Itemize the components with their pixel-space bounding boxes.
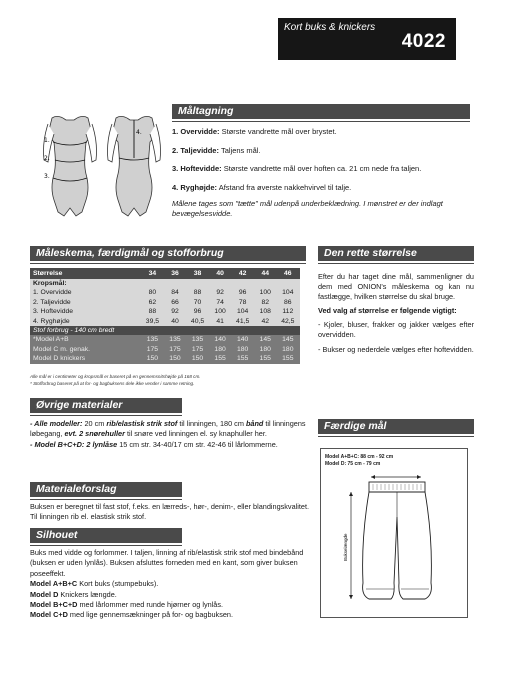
table-cell: 104 xyxy=(231,307,255,316)
table-cell: 82 xyxy=(255,298,276,307)
pants-illustration xyxy=(321,449,467,617)
table-cell: 80 xyxy=(140,288,164,297)
table-cell: 40,5 xyxy=(185,317,209,326)
table-cell: 145 xyxy=(276,335,300,344)
size-column-header: Størrelse xyxy=(30,268,140,279)
table-cell: 112 xyxy=(276,307,300,316)
model-term: Model D xyxy=(30,589,59,599)
table-cell: 135 xyxy=(165,335,186,344)
pattern-header xyxy=(278,18,456,60)
material-suggestion-text: Buksen er beregnet til fast stof, f.eks. en lærreds-, hør-, denim-, eller blandingskvalitet. Til linningen rib el. elastisk strik stof. xyxy=(30,502,310,522)
figure-label-2: 2. xyxy=(44,155,50,162)
other-materials-line xyxy=(30,440,312,450)
table-cell: 180 xyxy=(255,345,276,354)
row-label: 4. Ryghøjde xyxy=(30,317,140,326)
measurement-note: Målene tages som "tætte" mål udenpå underbeklædning. I mønstret er der indlagt bevægelsesvidde. xyxy=(172,199,443,218)
size-chart-heading: Måleskema, færdigmål og stofforbrug xyxy=(30,246,306,261)
text-run: 2 lynlåse xyxy=(84,439,118,449)
table-cell: 41 xyxy=(210,317,231,326)
table-cell: 100 xyxy=(210,307,231,316)
text-run: 15 cm str. 34-40/17 cm str. 42-46 til lårlommerne. xyxy=(117,439,278,449)
row-label: 3. Hoftevidde xyxy=(30,307,140,316)
pants-length-label: Bukselængde xyxy=(343,533,348,561)
table-cell: 140 xyxy=(231,335,255,344)
text-run: rib/elastisk strik stof xyxy=(106,419,178,428)
text-run: til snøre ved linningen el. sy knaphuller her. xyxy=(124,429,267,439)
model-text: Knickers længde. xyxy=(58,589,117,599)
silhouet-model xyxy=(30,600,312,610)
table-cell: 104 xyxy=(276,288,300,297)
figure-label-1: 1. xyxy=(44,137,50,144)
table-cell: 70 xyxy=(185,298,209,307)
model-term: Model C+D xyxy=(30,610,68,620)
measurement-figure xyxy=(36,112,164,222)
text-run: - Alle modeller: xyxy=(30,419,83,428)
silhouet-text xyxy=(30,548,312,621)
table-cell: 74 xyxy=(210,298,231,307)
table-cell: 96 xyxy=(231,288,255,297)
table-cell: 41,5 xyxy=(231,317,255,326)
table-cell: 92 xyxy=(165,307,186,316)
row-label: *Model A+B xyxy=(30,335,140,344)
silhouet-paragraph: Buks med vidde og forlommer. I taljen, linning af rib/elastisk strik stof med bindebånd (buksen er uden lynlås). Buksen afsluttes forneden med en kant, som giver buksen poseeffekt. xyxy=(30,548,304,578)
table-cell: 84 xyxy=(165,288,186,297)
table-cell: 96 xyxy=(185,307,209,316)
table-cell: 155 xyxy=(231,354,255,363)
table-cell: 66 xyxy=(165,298,186,307)
table-cell: 155 xyxy=(276,354,300,363)
table-header-row xyxy=(30,268,300,279)
right-size-heading: Den rette størrelse xyxy=(318,246,474,261)
table-cell: 42,5 xyxy=(276,317,300,326)
row-label: 1. Overvidde xyxy=(30,288,140,297)
text-run: til linningens løbegang, xyxy=(30,419,306,439)
table-cell: 40 xyxy=(165,317,186,326)
size-header-cell: 46 xyxy=(276,268,300,279)
right-size-bullet: - Kjoler, bluser, frakker og jakker vælges efter overvidden. xyxy=(318,320,474,340)
right-size-bold: Ved valg af størrelse er følgende vigtigt: xyxy=(318,306,457,316)
silhouet-model xyxy=(30,610,312,620)
text-run: - Model B+C+D: xyxy=(30,439,85,449)
table-cell: 88 xyxy=(140,307,164,316)
model-text: med lårlommer med runde hjørner og lynlås. xyxy=(77,600,224,610)
measurement-item: 1. Overvidde: Største vandrette mål over brystet. xyxy=(172,127,337,136)
table-note: * Stofforbrug baseret på at for- og bagbuksens dele ikke vender i samme retning. xyxy=(30,380,195,386)
pattern-title: Kort buks & knickers xyxy=(284,22,376,33)
measurement-item: 4. Ryghøjde: Afstand fra øverste nakkehvirvel til talje. xyxy=(172,182,352,192)
maaltagning-heading: Måltagning xyxy=(172,104,470,119)
table-cell: 135 xyxy=(185,335,209,344)
table-cell: 155 xyxy=(210,354,231,363)
table-cell: 100 xyxy=(255,288,276,297)
text-run: evt. 2 snørehuller xyxy=(64,429,125,439)
row-label: Model C m. genak. xyxy=(30,345,140,354)
size-header-cell: 36 xyxy=(165,268,186,279)
text-run: 20 cm xyxy=(82,419,107,428)
size-chart-table xyxy=(30,268,300,364)
row-label: Model D knickers xyxy=(30,354,140,363)
figure-label-4: 4. xyxy=(136,129,142,136)
model-term: Model A+B+C xyxy=(30,579,78,589)
table-note: Alle mål er i centimeter og kropsmål er baseret på en gennemsnitshøjde på 168 cm. xyxy=(30,374,201,379)
stof-header: Stof forbrug - 140 cm bredt xyxy=(30,326,300,335)
table-cell: 175 xyxy=(185,345,209,354)
table-row xyxy=(30,307,300,316)
stof-header-row xyxy=(30,326,300,335)
table-cell: 62 xyxy=(140,298,164,307)
table-row xyxy=(30,298,300,307)
finished-measurements-heading: Færdige mål xyxy=(318,419,474,434)
front-body-figure xyxy=(44,116,97,216)
silhouet-model xyxy=(30,590,312,600)
other-materials-line xyxy=(30,419,312,440)
size-header-cell: 42 xyxy=(231,268,255,279)
table-cell: 150 xyxy=(185,354,209,363)
table-notes xyxy=(30,374,310,387)
figure-label-3: 3. xyxy=(44,173,50,180)
table-cell: 145 xyxy=(255,335,276,344)
table-cell: 92 xyxy=(210,288,231,297)
size-header-cell: 34 xyxy=(140,268,164,279)
table-cell: 150 xyxy=(140,354,164,363)
other-materials-heading: Øvrige materialer xyxy=(30,398,182,413)
table-row xyxy=(30,345,300,354)
material-suggestion-heading: Materialeforslag xyxy=(30,482,182,497)
row-label: 2. Taljevidde xyxy=(30,298,140,307)
table-row xyxy=(30,279,300,288)
kropsmaal-label: Kropsmål: xyxy=(30,279,300,288)
model-text: Kort buks (stumpebuks). xyxy=(77,579,159,589)
finished-measurements-box xyxy=(320,448,468,618)
table-cell: 42 xyxy=(255,317,276,326)
table-cell: 86 xyxy=(276,298,300,307)
text-run: til linningen, 180 cm xyxy=(177,419,246,428)
pattern-number: 4022 xyxy=(401,31,446,52)
measurement-item: 2. Taljevidde: Taljens mål. xyxy=(172,145,261,155)
silhouet-heading: Silhouet xyxy=(30,528,182,543)
table-cell: 180 xyxy=(276,345,300,354)
measurement-item: 3. Hoftevidde: Største vandrette mål over hoften ca. 21 cm nede fra taljen. xyxy=(172,164,422,173)
table-cell: 150 xyxy=(165,354,186,363)
table-cell: 39,5 xyxy=(140,317,164,326)
table-row xyxy=(30,335,300,344)
measurement-list xyxy=(172,127,474,219)
model-text: med lige gennemsækninger på for- og bagbuksen. xyxy=(67,610,233,620)
right-size-text xyxy=(318,272,474,359)
size-header-cell: 44 xyxy=(255,268,276,279)
right-size-bullet: - Bukser og nederdele vælges efter hoftevidden. xyxy=(318,344,474,354)
finished-measurement-line: Model D: 75 cm - 79 cm xyxy=(325,461,381,467)
table-cell: 155 xyxy=(255,354,276,363)
model-term: Model B+C+D xyxy=(30,600,78,610)
table-cell: 180 xyxy=(210,345,231,354)
table-cell: 180 xyxy=(231,345,255,354)
right-size-paragraph: Efter du har taget dine mål, sammenligner du dem med ONION's måleskema og kan nu fastlægge, hvilken størrelse du skal bruge. xyxy=(318,272,474,302)
table-cell: 175 xyxy=(165,345,186,354)
size-header-cell: 38 xyxy=(185,268,209,279)
table-cell: 135 xyxy=(140,335,164,344)
table-row xyxy=(30,354,300,363)
table-cell: 175 xyxy=(140,345,164,354)
table-cell: 78 xyxy=(231,298,255,307)
table-cell: 108 xyxy=(255,307,276,316)
finished-measurement-line: Model A+B+C: 88 cm - 92 cm xyxy=(325,454,394,460)
table-cell: 140 xyxy=(210,335,231,344)
other-materials-text xyxy=(30,419,312,450)
size-header-cell: 40 xyxy=(210,268,231,279)
silhouet-model xyxy=(30,579,312,589)
table-row xyxy=(30,288,300,297)
text-run: bånd xyxy=(245,419,264,428)
table-cell: 88 xyxy=(185,288,209,297)
table-row xyxy=(30,317,300,326)
